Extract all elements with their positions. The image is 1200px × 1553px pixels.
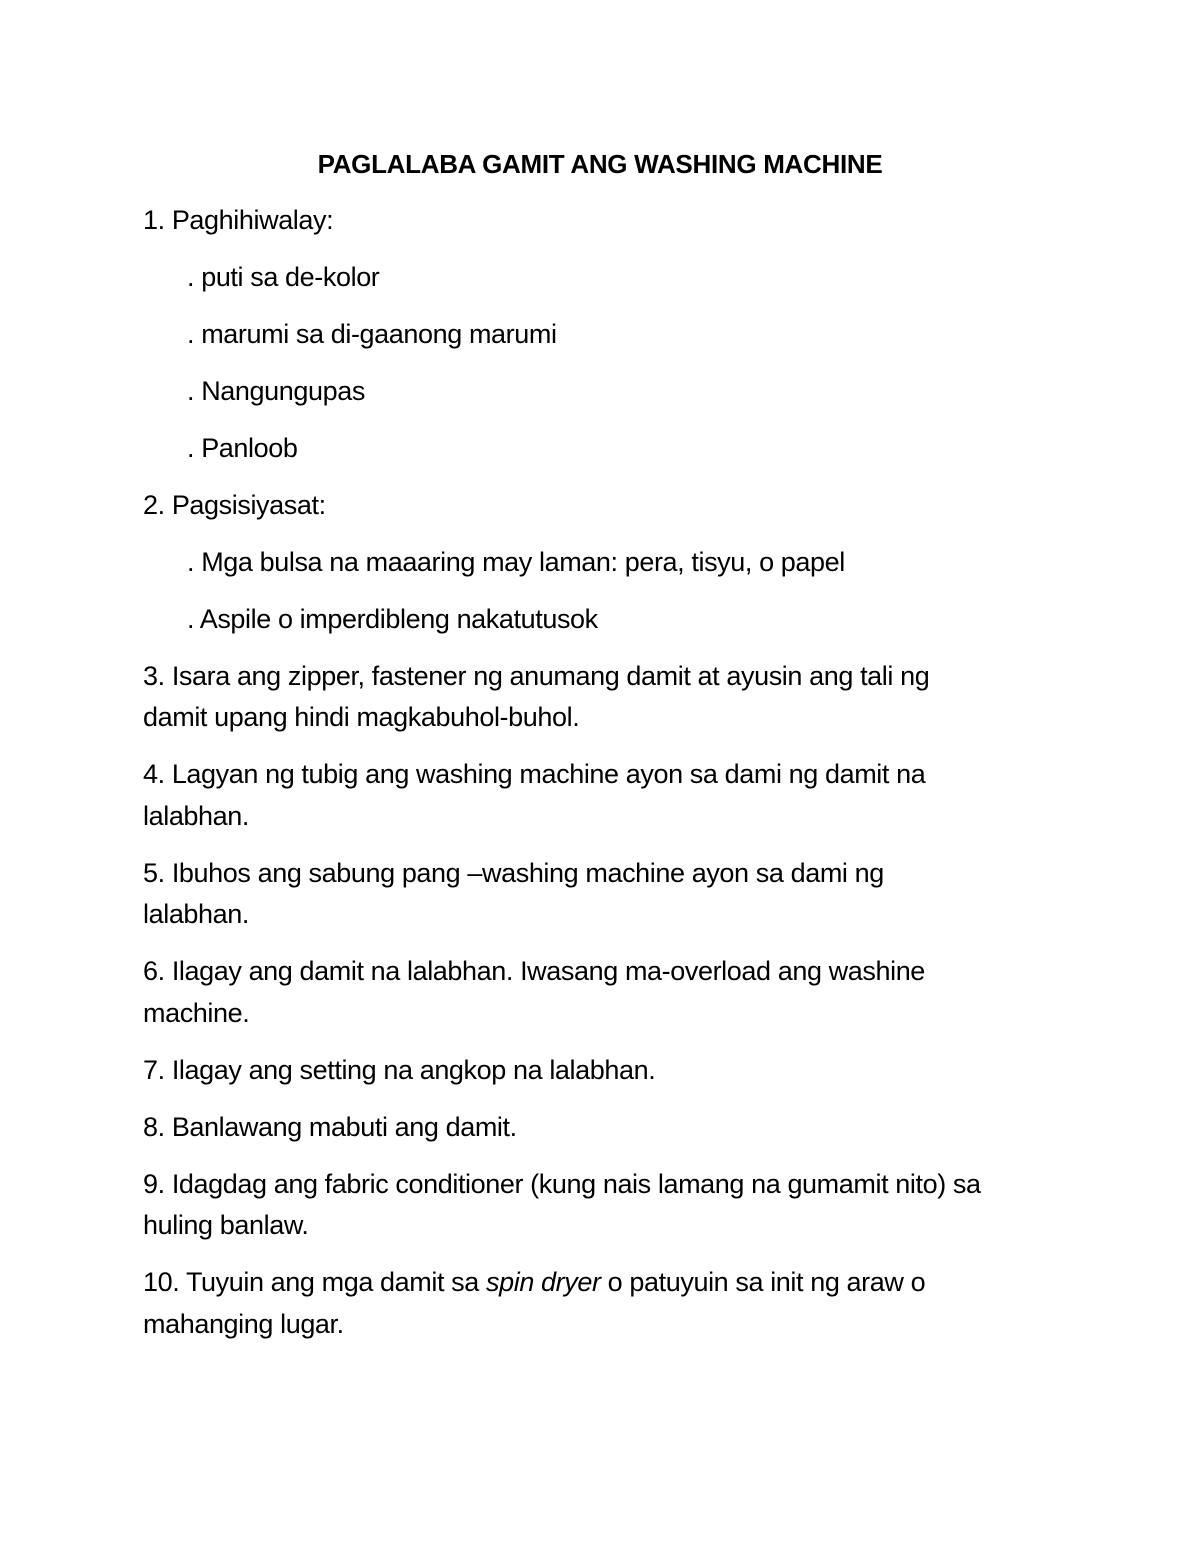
step-2-item: . Aspile o imperdibleng nakatutusok xyxy=(187,604,598,634)
step-3-line: 3. Isara ang zipper, fastener ng anumang damit at ayusin ang tali ng xyxy=(143,661,930,691)
step-8-line: 8. Banlawang mabuti ang damit. xyxy=(143,1112,517,1142)
step-1-heading: 1. Paghihiwalay: xyxy=(143,205,334,235)
step-1-item: . marumi sa di-gaanong marumi xyxy=(187,319,557,349)
step-1-item: . Panloob xyxy=(187,433,298,463)
step-4-line: lalabhan. xyxy=(143,801,249,831)
step-9-line: 9. Idagdag ang fabric conditioner (kung nais lamang na gumamit nito) sa xyxy=(143,1169,981,1199)
step-5-line: lalabhan. xyxy=(143,899,249,929)
step-4-line: 4. Lagyan ng tubig ang washing machine ayon sa dami ng damit na xyxy=(143,759,926,789)
step-9-line: huling banlaw. xyxy=(143,1210,309,1240)
step-10-text: 10. Tuyuin ang mga damit sa xyxy=(143,1267,487,1297)
step-10-line xyxy=(143,1261,1063,1303)
document-title: PAGLALABA GAMIT ANG WASHING MACHINE xyxy=(317,149,883,179)
step-10-italic-text: spin dryer xyxy=(486,1267,601,1297)
step-6-line: machine. xyxy=(143,998,250,1028)
step-2-heading: 2. Pagsisiyasat: xyxy=(143,490,326,520)
step-3-line: damit upang hindi magkabuhol-buhol. xyxy=(143,702,580,732)
step-10-text: o patuyuin sa init ng araw o xyxy=(600,1267,926,1297)
step-1-item: . puti sa de-kolor xyxy=(187,262,380,292)
step-6-line: 6. Ilagay ang damit na lalabhan. Iwasang ma-overload ang washine xyxy=(143,956,925,986)
step-5-line: 5. Ibuhos ang sabung pang –washing machine ayon sa dami ng xyxy=(143,858,884,888)
step-1-item: . Nangungupas xyxy=(187,376,365,406)
step-10-line: mahanging lugar. xyxy=(143,1309,344,1339)
step-7-line: 7. Ilagay ang setting na angkop na lalabhan. xyxy=(143,1055,656,1085)
step-2-item: . Mga bulsa na maaaring may laman: pera, tisyu, o papel xyxy=(187,547,845,577)
